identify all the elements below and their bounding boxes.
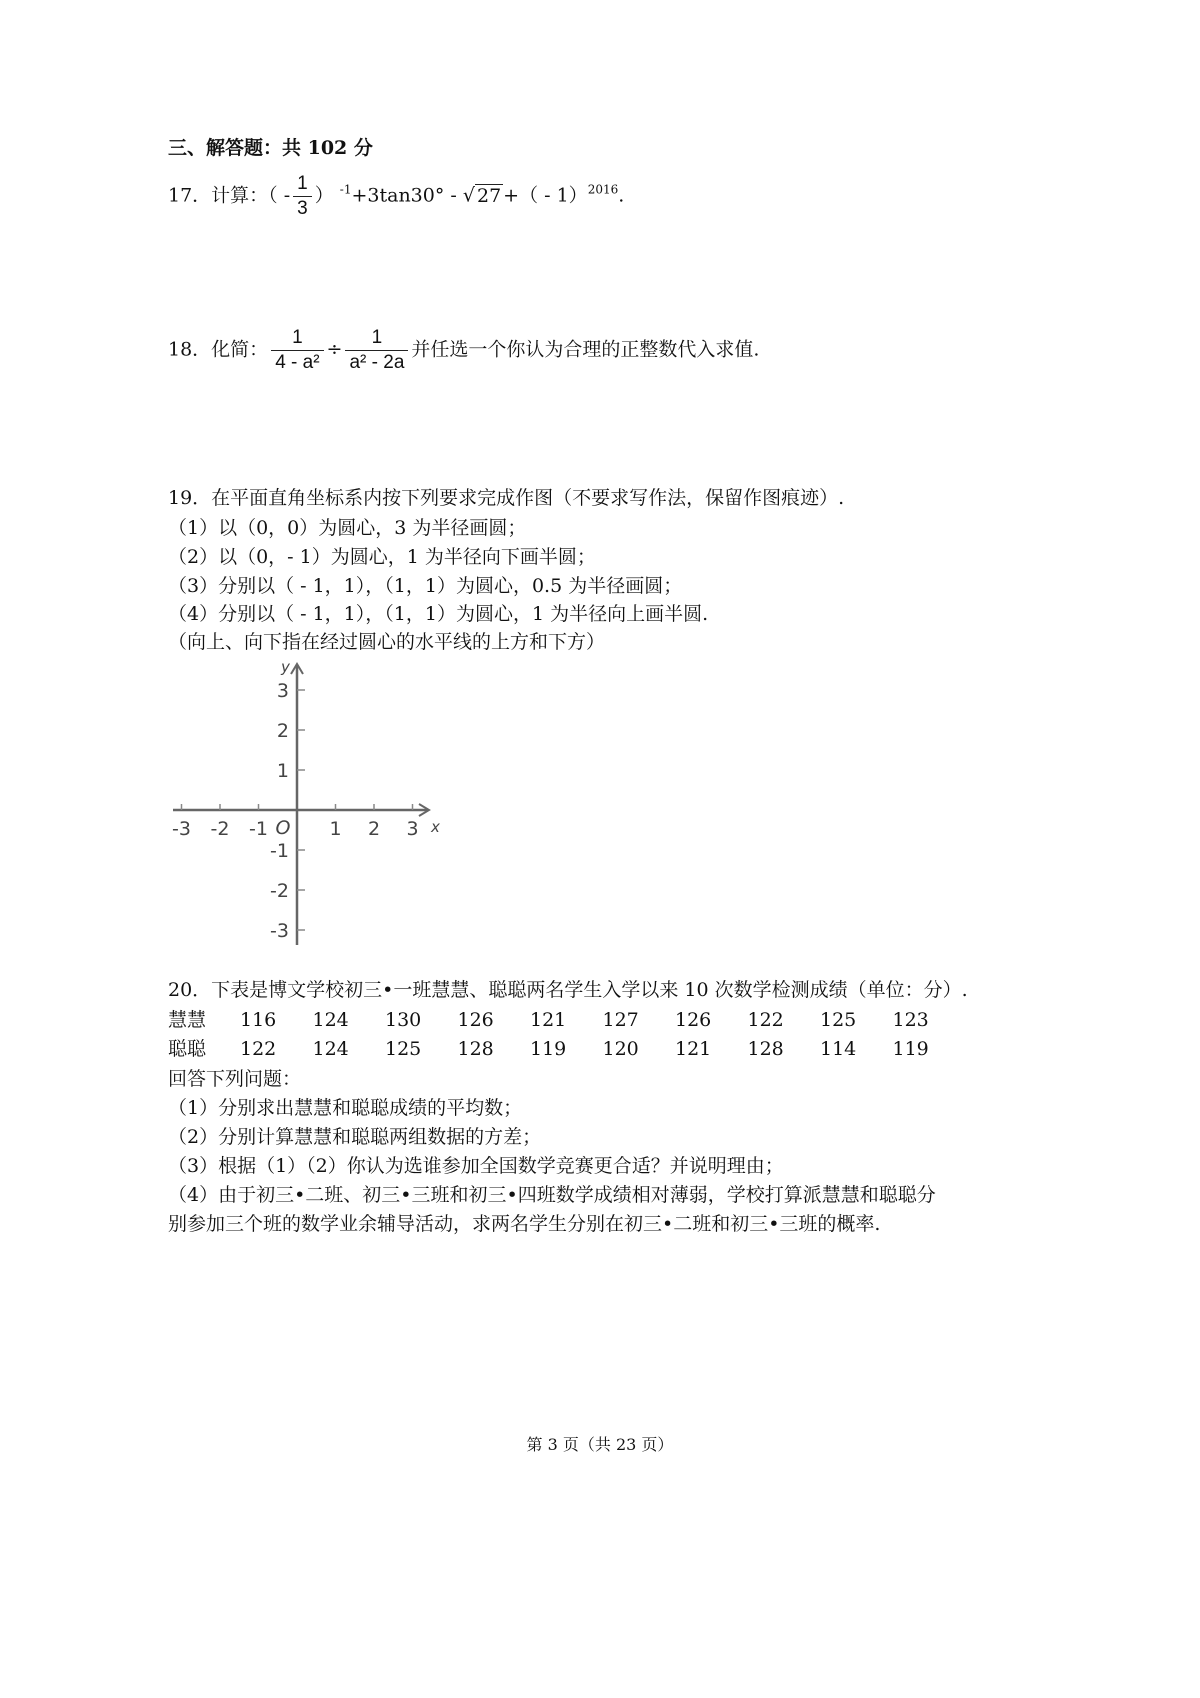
score-cell: 125 <box>820 1009 857 1031</box>
x-axis-label: x <box>431 818 440 836</box>
score-cell: 124 <box>312 1038 349 1060</box>
question-18 <box>168 326 759 375</box>
score-cell: 121 <box>530 1009 567 1031</box>
x-tick-label: 3 <box>406 818 419 840</box>
score-cell: 130 <box>385 1009 422 1031</box>
x-tick-label: -2 <box>210 818 230 840</box>
denominator: 4 - a² <box>275 352 320 373</box>
score-cell: 123 <box>892 1009 929 1031</box>
student-name: 慧慧 <box>168 1009 207 1031</box>
score-cell: 127 <box>602 1009 639 1031</box>
fraction <box>293 172 312 221</box>
x-tick-label: 2 <box>367 818 381 840</box>
question-17: 17．计算：（ - $\frac{1}{3}$ ） $^{-1}$+3tan30° - √ 27 +（ - 1）$^{2016}$. <box>168 173 625 219</box>
score-cell: 128 <box>457 1038 494 1060</box>
score-cell: 124 <box>312 1009 349 1031</box>
x-tick-label: 1 <box>329 818 342 840</box>
score-cell: 121 <box>675 1038 712 1060</box>
numerator: 1 <box>293 172 312 197</box>
divide-sign: ÷ <box>326 338 343 361</box>
sqrt-radicand: 27 <box>476 184 502 207</box>
q18-text: 并任选一个你认为合理的正整数代入求值. <box>411 338 760 361</box>
q17-text: +3tan30° - <box>351 184 457 207</box>
q20-item: （2）分别计算慧慧和聪聪两组数据的方差； <box>168 1126 542 1148</box>
q20-item: （4）由于初三•二班、初三•三班和初三•四班数学成绩相对薄弱，学校打算派慧慧和聪聪分 <box>168 1184 936 1206</box>
y-tick-label: 1 <box>276 760 289 782</box>
fraction <box>271 326 323 375</box>
q19-item: （3）分别以（ - 1，1），（1，1）为圆心，0.5 为半径画圆； <box>168 575 683 597</box>
section-heading: 三、解答题：共 102 分 <box>168 137 373 159</box>
score-cell: 122 <box>747 1009 784 1031</box>
student-name: 聪聪 <box>168 1038 207 1060</box>
x-tick-label: -3 <box>172 818 191 840</box>
score-cell: 125 <box>385 1038 422 1060</box>
numerator: 1 <box>271 326 323 351</box>
y-tick-label: -3 <box>270 920 289 942</box>
exponent: -1 <box>339 182 352 197</box>
score-cell: 119 <box>892 1038 929 1060</box>
score-cell: 122 <box>240 1038 277 1060</box>
q18-text: 18．化简： <box>168 338 269 361</box>
x-tick-label: -1 <box>249 818 268 840</box>
score-cell: 119 <box>530 1038 567 1060</box>
y-tick-label: 2 <box>276 720 289 742</box>
page-footer: 第 3 页（共 23 页） <box>526 1435 674 1454</box>
y-tick-label: -2 <box>270 880 289 902</box>
q17-text: ） <box>314 184 340 207</box>
score-cell: 126 <box>675 1009 712 1031</box>
origin-label: O <box>275 817 291 839</box>
score-cell: 128 <box>747 1038 784 1060</box>
denominator: a² - 2a <box>349 352 405 373</box>
denominator: 3 <box>297 198 308 219</box>
score-cell: 120 <box>602 1038 639 1060</box>
q17-text: +（ - 1） <box>503 184 588 207</box>
q19-item: （1）以（0，0）为圆心，3 为半径画圆； <box>168 517 527 539</box>
exponent: 2016 <box>587 182 619 197</box>
q20-item: （3）根据（1）（2）你认为选谁参加全国数学竞赛更合适？并说明理由； <box>168 1155 784 1177</box>
q19-item: （4）分别以（ - 1，1），（1，1）为圆心，1 为半径向上画半圆. <box>168 603 709 625</box>
coordinate-plane <box>165 660 440 950</box>
y-axis-label: y <box>281 660 290 676</box>
y-tick-label: 3 <box>276 680 289 702</box>
q19-item: （2）以（0，- 1）为圆心，1 为半径向下画半圆； <box>168 546 596 568</box>
q20-item: 别参加三个班的数学业余辅导活动，求两名学生分别在初三•二班和初三•三班的概率. <box>168 1213 881 1235</box>
numerator: 1 <box>345 326 408 351</box>
q20-item: （1）分别求出慧慧和聪聪成绩的平均数； <box>168 1097 523 1119</box>
q19-item: （向上、向下指在经过圆心的水平线的上方和下方） <box>168 631 606 653</box>
q17-text: . <box>618 184 625 207</box>
score-cell: 126 <box>457 1009 494 1031</box>
fraction <box>345 326 408 375</box>
score-cell: 114 <box>820 1038 857 1060</box>
q19-title: 19．在平面直角坐标系内按下列要求完成作图（不要求写作法，保留作图痕迹）. <box>168 487 845 509</box>
q20-title: 20．下表是博文学校初三•一班慧慧、聪聪两名学生入学以来 10 次数学检测成绩（单位：分）. <box>168 979 968 1001</box>
score-cell: 116 <box>240 1009 277 1031</box>
q20-item: 回答下列问题： <box>168 1068 302 1090</box>
y-tick-label: -1 <box>270 840 289 862</box>
q17-text: 17．计算：（ - <box>168 184 291 207</box>
